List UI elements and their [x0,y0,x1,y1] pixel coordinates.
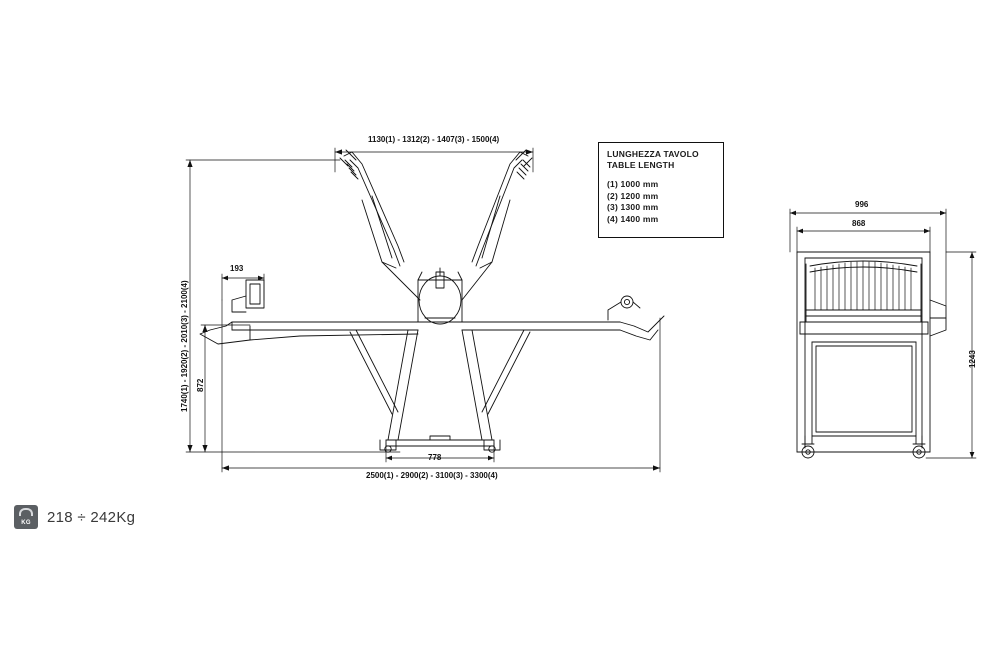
legend-option: (2) 1200 mm [607,190,659,201]
dim-label-base-width: 778 [428,453,442,462]
legend-option: (4) 1400 mm [607,213,659,224]
dim-label-top-width: 1130(1) - 1312(2) - 1407(3) - 1500(4) [368,135,500,144]
dim-front-outer-width [790,209,946,306]
front-machine-outline [797,252,946,458]
dim-overall-height [186,160,400,452]
dim-front-inner-width [797,227,930,252]
dim-label-overall-height: 1740(1) - 1920(2) - 2010(3) - 2100(4) [180,280,189,412]
weight-icon-handle [19,508,33,516]
weight-icon [14,505,38,529]
dim-label-front-height: 1243 [968,350,977,368]
dim-top-width [335,148,533,172]
legend-title-english: TABLE LENGTH [607,160,675,170]
weight-icon-label: KG [21,520,31,526]
dim-table-height [201,325,250,452]
legend-options-list [607,179,715,225]
dim-label-front-outer-width: 996 [855,200,869,209]
side-machine-outline [200,150,664,452]
dim-label-front-inner-width: 868 [852,219,866,228]
weight-spec [14,505,135,529]
legend-title-italian: LUNGHEZZA TAVOLO [607,149,699,159]
dim-label-overhang: 193 [230,264,244,273]
legend-option: (1) 1000 mm [607,179,659,189]
table-length-legend [598,142,724,238]
dim-overhang [222,274,264,300]
legend-option: (3) 1300 mm [607,202,659,212]
dim-label-table-height: 872 [196,378,205,392]
dim-label-overall-length: 2500(1) - 2900(2) - 3100(3) - 3300(4) [366,471,498,480]
weight-value: 218 ÷ 242Kg [47,508,136,526]
